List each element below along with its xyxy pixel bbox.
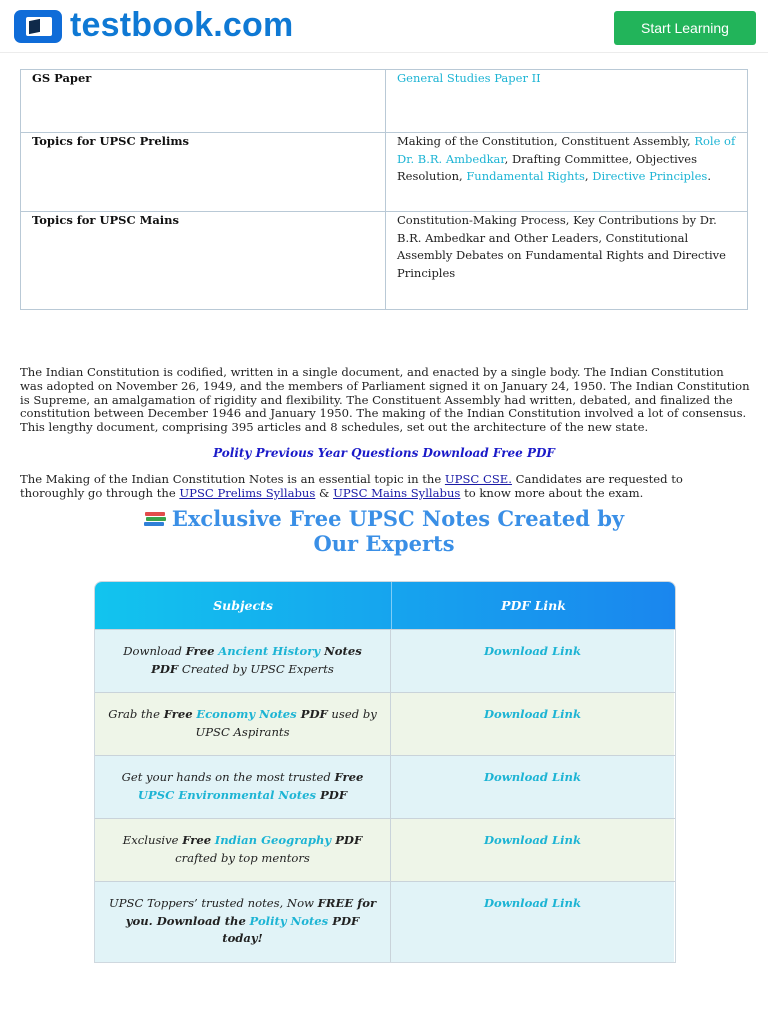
books-icon <box>144 510 166 527</box>
ambedkar-role-link[interactable]: Role of Dr. B.R. Ambedkar <box>397 134 736 166</box>
ancient-history-link[interactable]: Ancient History <box>218 644 321 658</box>
syllabus-info-table <box>20 69 748 310</box>
table-row <box>95 818 675 881</box>
mains-topics-value: Constitution-Making Process, Key Contributions by Dr. B.R. Ambedkar and Other Leaders, Constitutional Assembly Debates on Fundamental Rights and Directive Principles <box>386 212 748 310</box>
intro-paragraph: The Indian Constitution is codified, written in a single document, and enacted by a single body. The Indian Constitution was adopted on November 26, 1949, and the members of Parliament signed it on January 24, 1950. The Indian Constitution is Supreme, an amalgamation of rigidity and flexibility. The Constituent Assembly had written, debated, and finalized the constitution between December 1946 and January 1950. The making of the Indian Constitution involved a lot of consensus. This lengthy document, comprising 395 articles and 8 schedules, set out the architecture of the new state. <box>20 365 750 435</box>
start-learning-button[interactable]: Start Learning <box>614 11 756 45</box>
table-row <box>95 755 675 818</box>
environmental-notes-link[interactable]: UPSC Environmental Notes <box>137 787 317 802</box>
testbook-logo-icon[interactable] <box>14 10 62 43</box>
directive-principles-link[interactable]: Directive Principles <box>592 169 708 183</box>
table-row <box>95 692 675 755</box>
site-header <box>0 0 768 53</box>
polity-notes-link[interactable]: Polity Notes <box>249 913 329 928</box>
table-row <box>95 629 675 692</box>
prelims-topics-label: Topics for UPSC Prelims <box>21 133 386 212</box>
fundamental-rights-link[interactable]: Fundamental Rights <box>466 169 585 183</box>
economy-notes-link[interactable]: Economy Notes <box>196 707 297 721</box>
subject-cell: Exclusive Free Indian Geography PDF crafted by top mentors <box>95 819 391 881</box>
table-row <box>21 133 748 212</box>
table-row <box>21 212 748 310</box>
download-link[interactable]: Download Link <box>483 707 581 721</box>
upsc-cse-link[interactable]: UPSC CSE. <box>444 472 512 486</box>
subject-cell: Get your hands on the most trusted Free UPSC Environmental Notes PDF <box>95 756 391 818</box>
pdf-link-header: PDF Link <box>501 598 566 613</box>
table-row <box>21 70 748 133</box>
indian-geography-link[interactable]: Indian Geography <box>214 833 332 847</box>
subject-cell: Download Free Ancient History Notes PDF Created by UPSC Experts <box>95 630 391 692</box>
subject-cell: Grab the Free Economy Notes PDF used by UPSC Aspirants <box>95 693 391 755</box>
table-row <box>95 881 675 962</box>
syllabus-paragraph: The Making of the Indian Constitution Notes is an essential topic in the UPSC CSE. Candidates are requested to thoroughly go through the UPSC Prelims Syllabus & UPSC Mains Syllabus to know more about the exam. <box>20 472 683 500</box>
prelims-topics-value: Making of the Constitution, Constituent Assembly, Role of Dr. B.R. Ambedkar, Drafting Committee, Objectives Resolution, Fundamental Rights, Directive Principles. <box>386 133 748 212</box>
gs-paper-label: GS Paper <box>21 70 386 133</box>
download-link[interactable]: Download Link <box>483 833 581 847</box>
gs-paper-link[interactable]: General Studies Paper II <box>397 71 541 85</box>
brand-logo[interactable]: testbook.com <box>70 6 294 44</box>
download-link[interactable]: Download Link <box>483 770 581 784</box>
mains-syllabus-link[interactable]: UPSC Mains Syllabus <box>333 485 461 500</box>
polity-pyq-link[interactable]: Polity Previous Year Questions Download Free PDF <box>213 446 555 460</box>
table-header <box>95 582 675 629</box>
download-link[interactable]: Download Link <box>483 896 581 910</box>
download-link[interactable]: Download Link <box>483 644 581 658</box>
prelims-syllabus-link[interactable]: UPSC Prelims Syllabus <box>179 485 316 500</box>
subject-cell: UPSC Toppers’ trusted notes, Now FREE for you. Download the Polity Notes PDF today! <box>95 882 391 962</box>
subjects-header: Subjects <box>95 582 392 629</box>
notes-heading: Exclusive Free UPSC Notes Created by Our Experts <box>120 506 648 556</box>
free-notes-table <box>94 581 676 963</box>
mains-topics-label: Topics for UPSC Mains <box>21 212 386 310</box>
